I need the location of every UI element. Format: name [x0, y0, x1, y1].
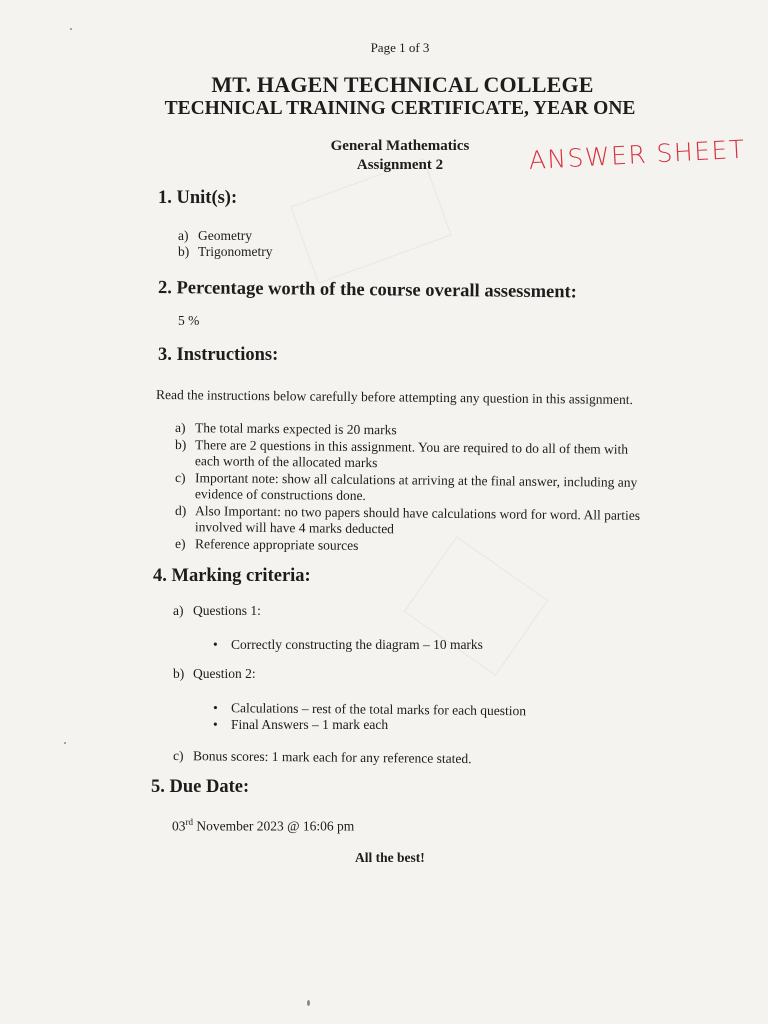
unit-item: [178, 228, 252, 244]
item-marker: a): [173, 603, 184, 618]
item-marker: c): [175, 470, 186, 486]
assignment-title: Assignment 2: [356, 157, 444, 173]
scan-speck: [64, 742, 66, 744]
question-label: Questions 1:: [193, 603, 261, 618]
bullet-icon: •: [212, 700, 218, 716]
units-heading: 1. Unit(s):: [158, 188, 238, 208]
item-marker: b): [175, 437, 187, 453]
due-date-value: [172, 817, 354, 835]
program-title: TECHNICAL TRAINING CERTIFICATE, YEAR ONE: [164, 98, 636, 119]
marking-question-2: [173, 666, 256, 682]
instruction-item: [175, 420, 397, 438]
percentage-value: 5 %: [178, 313, 200, 328]
item-marker: d): [175, 503, 187, 519]
handwritten-annotation: ANSWER SHEET: [528, 134, 747, 175]
scan-speck: [70, 28, 72, 30]
marking-bullet: [213, 717, 388, 733]
item-marker: c): [172, 748, 184, 764]
item-marker: b): [173, 666, 185, 681]
instruction-item: [175, 536, 359, 554]
unit-text: Geometry: [198, 228, 252, 243]
instruction-item: [175, 503, 640, 540]
due-date-rest: November 2023 @ 16:06 pm: [193, 818, 355, 834]
instruction-item: [175, 437, 628, 474]
instruction-text: There are 2 questions in this assignment. You are required to do all of them with: [195, 437, 629, 457]
bullet-icon: •: [213, 637, 218, 652]
item-marker: a): [178, 228, 189, 243]
bullet-text: Final Answers – 1 mark each: [231, 717, 389, 732]
instruction-text-continued: each worth of the allocated marks: [194, 453, 378, 471]
bonus-text: Bonus scores: 1 mark each for any reference stated.: [192, 748, 472, 767]
percentage-heading: 2. Percentage worth of the course overall assessment:: [157, 278, 577, 303]
due-date-heading: 5. Due Date:: [151, 777, 250, 797]
marking-bullet: [213, 637, 483, 653]
bleed-through-mark: [404, 536, 549, 676]
page-number: Page 1 of 3: [370, 40, 430, 55]
instruction-text: The total marks expected is 20 marks: [194, 420, 397, 438]
bullet-text: Calculations – rest of the total marks for each question: [230, 700, 527, 719]
item-marker: e): [174, 536, 186, 552]
item-marker: b): [178, 244, 190, 259]
instruction-text: Reference appropriate sources: [194, 536, 359, 553]
unit-text: Trigonometry: [198, 244, 273, 259]
institution-title: MT. HAGEN TECHNICAL COLLEGE: [211, 72, 594, 97]
instruction-text-continued: involved will have 4 marks deducted: [194, 519, 395, 537]
scan-speck: [307, 1000, 310, 1006]
closing-text: All the best!: [355, 850, 425, 865]
due-day-suffix: rd: [185, 817, 193, 827]
instructions-intro: Read the instructions below carefully before attempting any question in this assignment.: [155, 387, 633, 407]
instruction-item: [175, 470, 638, 507]
instruction-text: Important note: show all calculations at arriving at the final answer, including any: [195, 470, 638, 490]
bleed-through-mark: [290, 158, 451, 284]
bullet-icon: •: [213, 717, 218, 732]
marking-heading: 4. Marking criteria:: [153, 566, 311, 586]
instruction-text-continued: evidence of constructions done.: [194, 486, 366, 503]
instruction-text: Also Important: no two papers should have calculations word for word. All parties: [195, 503, 641, 523]
question-label: Question 2:: [193, 666, 256, 681]
marking-bonus: [173, 748, 472, 767]
item-marker: a): [174, 420, 186, 436]
subject-title: General Mathematics: [330, 138, 470, 154]
instructions-heading: 3. Instructions:: [158, 345, 279, 365]
marking-question-1: [173, 603, 261, 619]
bullet-text: Correctly constructing the diagram – 10 marks: [231, 637, 483, 652]
unit-item: [178, 244, 273, 260]
due-day: 03: [172, 818, 186, 834]
